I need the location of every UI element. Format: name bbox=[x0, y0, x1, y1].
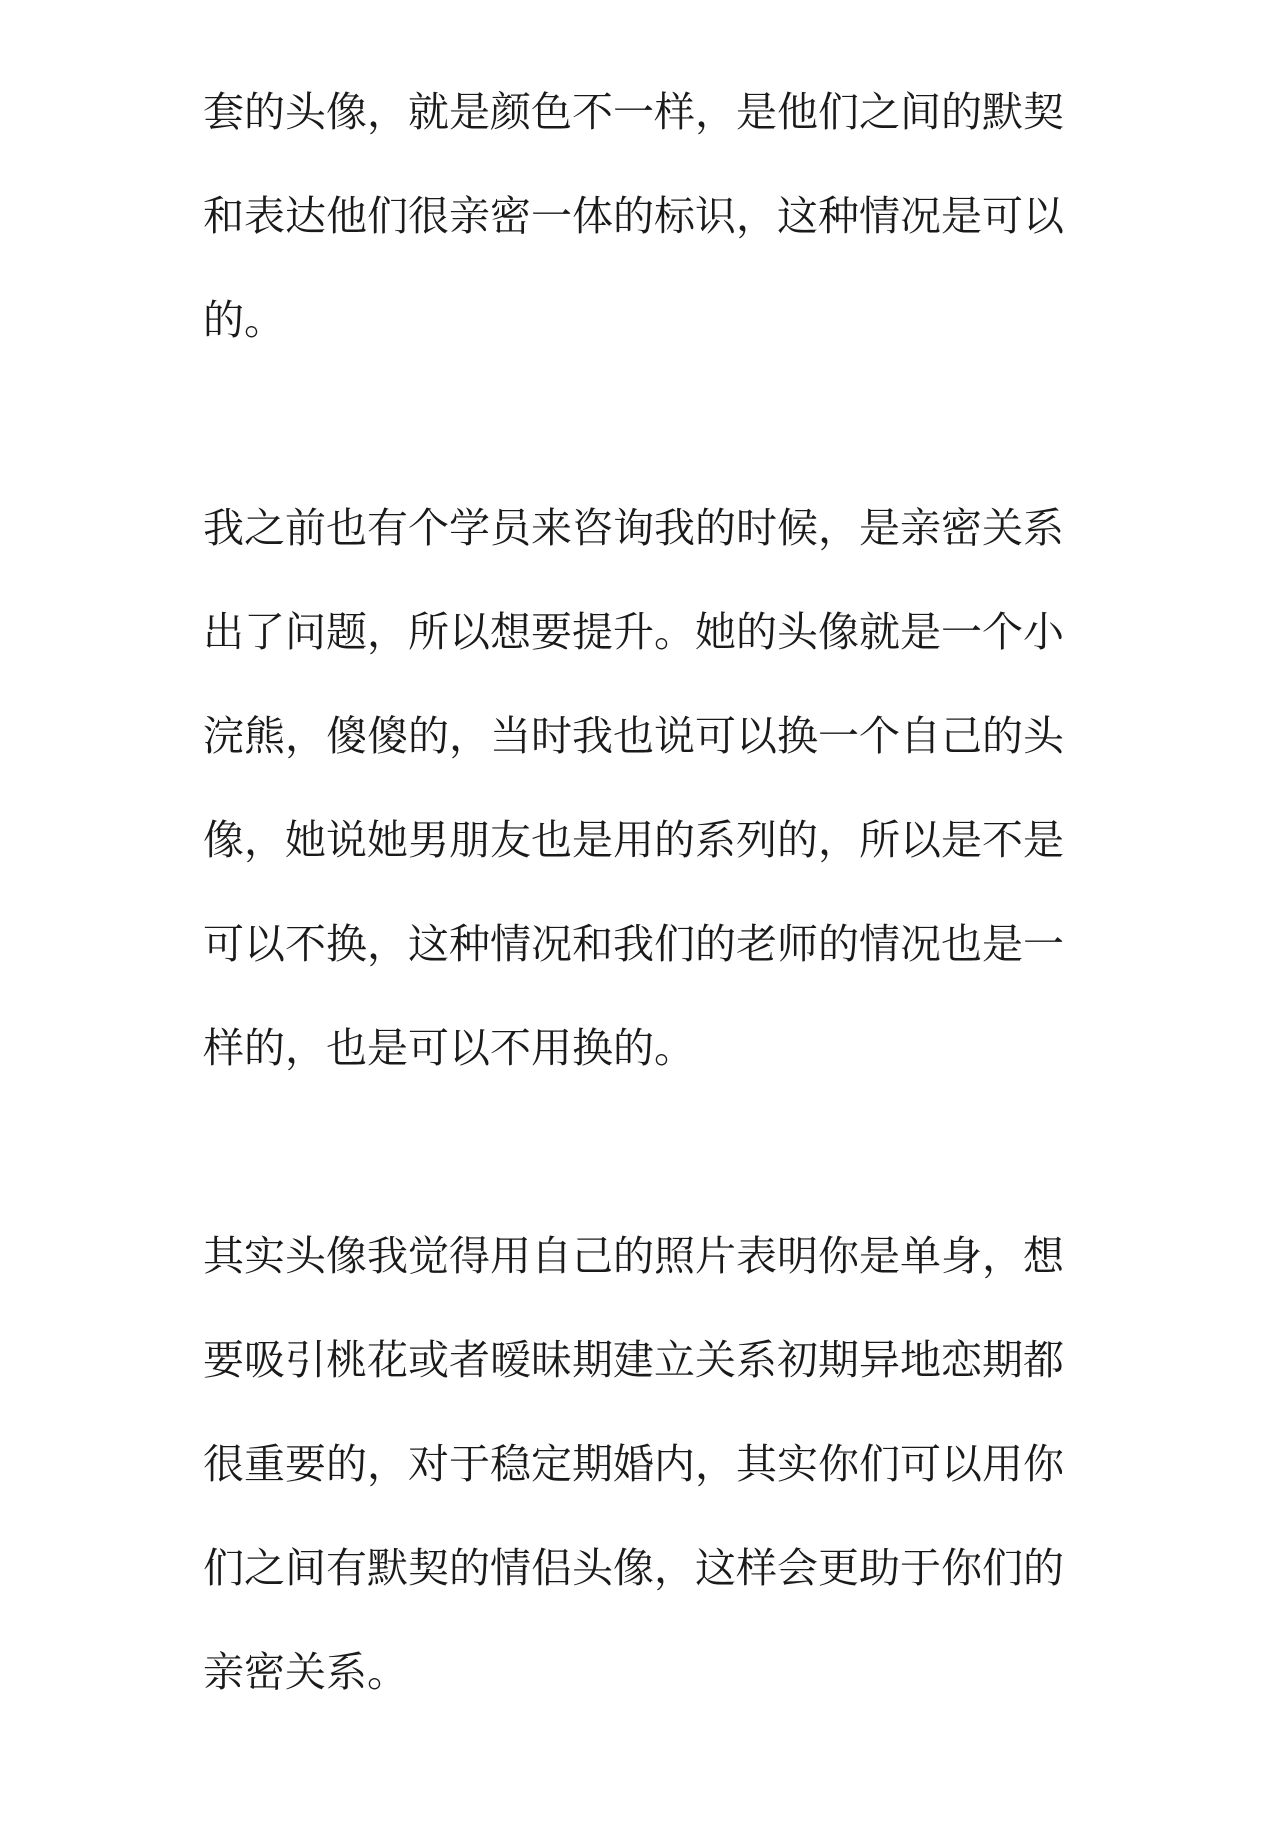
text-line: 我之前也有个学员来咨询我的时候，是亲密关系 bbox=[203, 504, 1064, 552]
text-line: 出了问题，所以想要提升。她的头像就是一个小 bbox=[203, 608, 1064, 656]
text-line: 亲密关系。 bbox=[203, 1648, 408, 1696]
text-line: 浣熊，傻傻的，当时我也说可以换一个自己的头 bbox=[203, 712, 1064, 760]
text-line: 们之间有默契的情侣头像，这样会更助于你们的 bbox=[203, 1544, 1064, 1592]
text-line: 要吸引桃花或者暧昧期建立关系初期异地恋期都 bbox=[203, 1336, 1064, 1384]
text-line: 套的头像，就是颜色不一样，是他们之间的默契 bbox=[203, 88, 1064, 136]
text-line: 很重要的，对于稳定期婚内，其实你们可以用你 bbox=[203, 1440, 1064, 1488]
text-line: 的。 bbox=[203, 296, 285, 344]
text-line: 样的，也是可以不用换的。 bbox=[203, 1024, 695, 1072]
text-line: 其实头像我觉得用自己的照片表明你是单身，想 bbox=[203, 1232, 1064, 1280]
paragraph-1 bbox=[203, 60, 1083, 372]
text-line: 和表达他们很亲密一体的标识，这种情况是可以 bbox=[203, 192, 1064, 240]
text-line: 像，她说她男朋友也是用的系列的，所以是不是 bbox=[203, 816, 1064, 864]
article-body bbox=[203, 60, 1083, 1828]
text-line: 可以不换，这种情况和我们的老师的情况也是一 bbox=[203, 920, 1064, 968]
paragraph-3 bbox=[203, 1204, 1083, 1724]
paragraph-2 bbox=[203, 476, 1083, 1100]
